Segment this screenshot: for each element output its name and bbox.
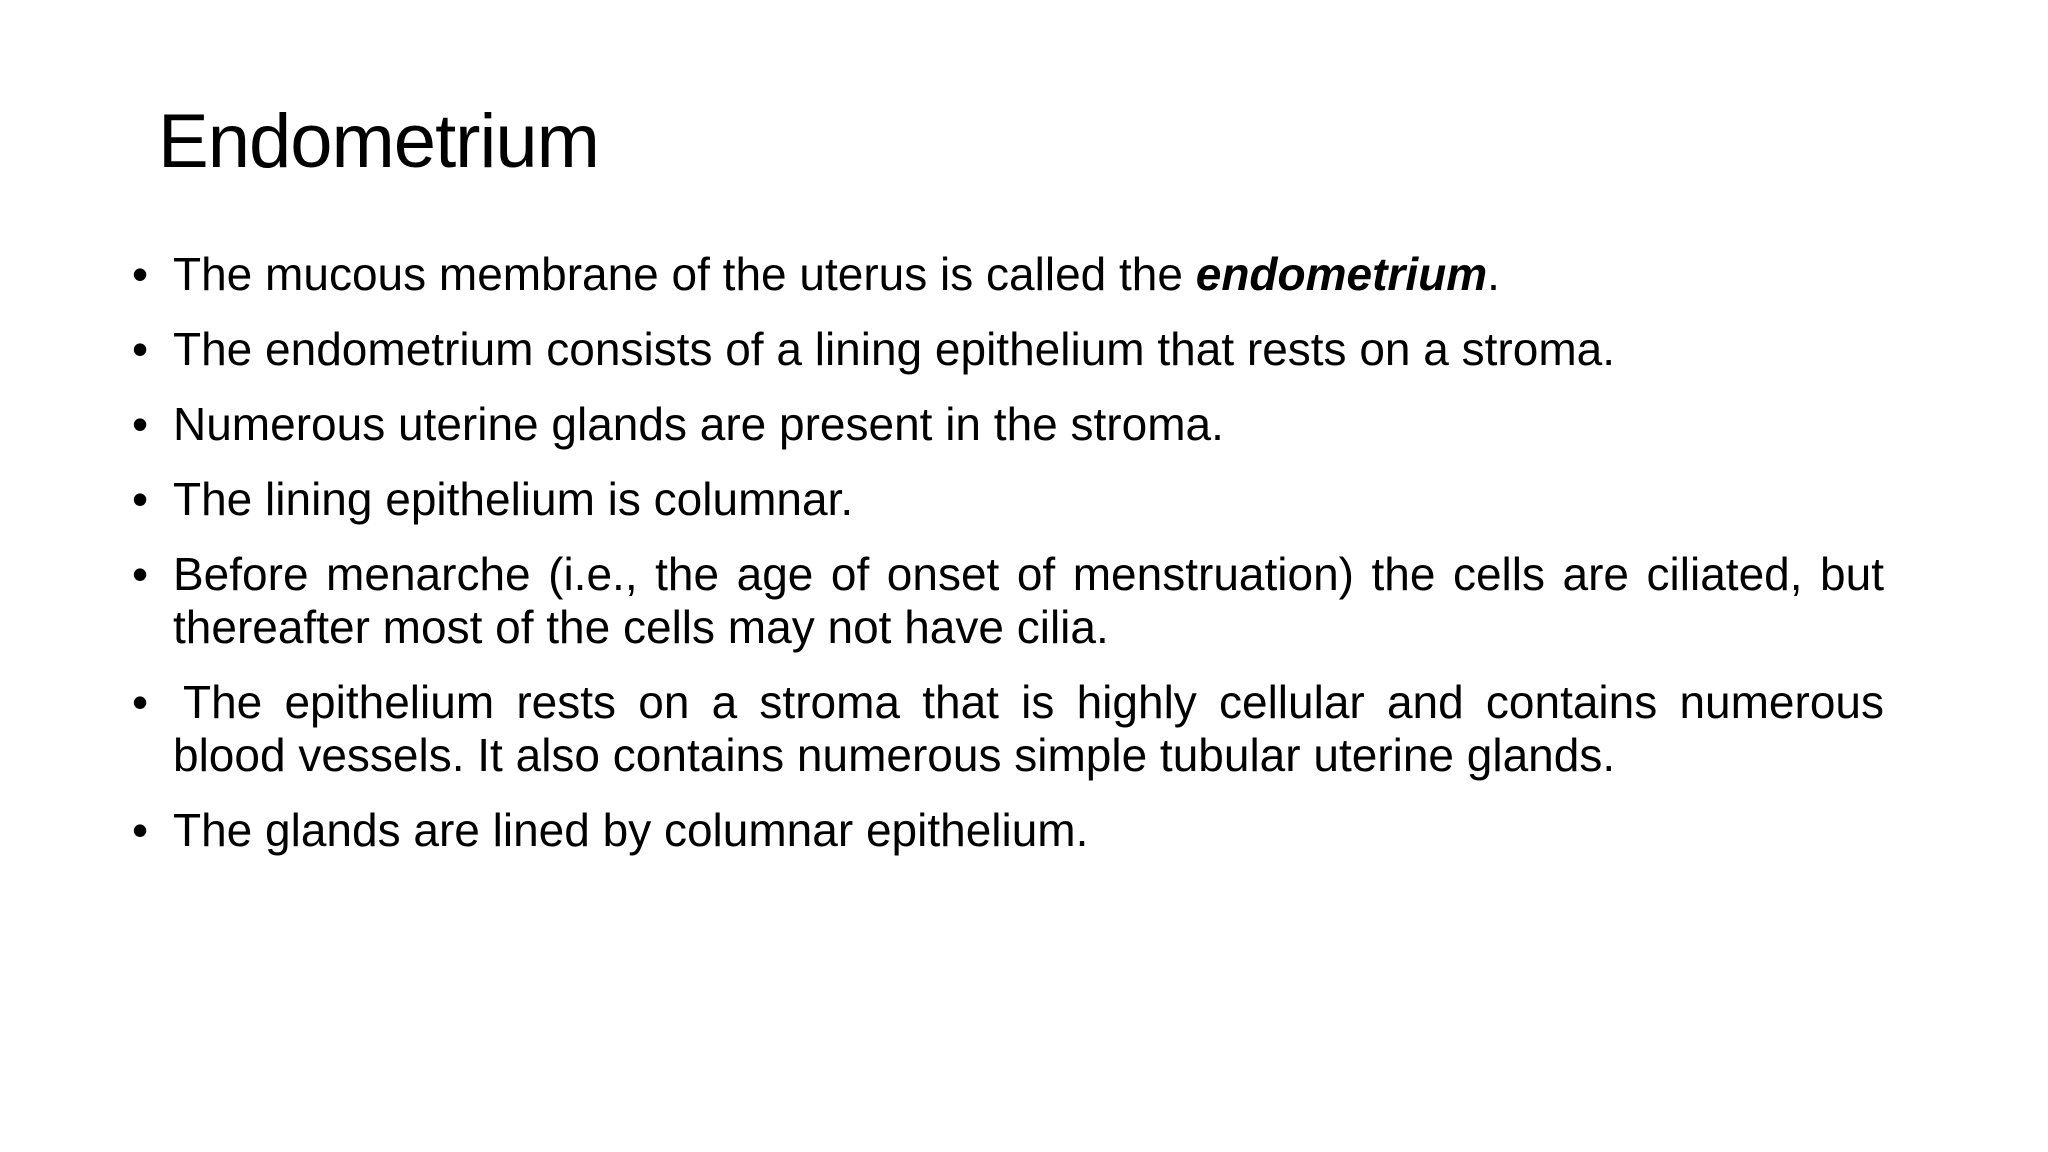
bullet-item-gland-lining	[132, 804, 1884, 857]
bullet-text: The mucous membrane of the uterus is called the	[173, 248, 1196, 300]
bullet-emphasis: endometrium	[1195, 248, 1488, 300]
bullet-text: Before menarche (i.e., the age of onset of menstruation) the cells are ciliated, but thereafter most of the cells may not have cilia.	[173, 548, 1884, 653]
bullet-text: Numerous uterine glands are present in the stroma.	[173, 398, 1224, 450]
bullet-item-stroma	[132, 676, 1884, 782]
bullet-text: The lining epithelium is columnar.	[173, 473, 854, 525]
bullet-item-glands	[132, 398, 1884, 451]
bullet-text: The epithelium rests on a stroma that is highly cellular and contains numerous blood vessels. It also contains numerous simple tubular uterine glands.	[173, 676, 1884, 781]
bullet-text: The endometrium consists of a lining epithelium that rests on a stroma.	[173, 323, 1616, 375]
bullet-text: The glands are lined by columnar epithelium.	[173, 804, 1089, 856]
bullet-text-end: .	[1487, 248, 1500, 300]
bullet-list	[132, 248, 1884, 879]
bullet-item-definition	[132, 248, 1884, 301]
bullet-item-composition	[132, 323, 1884, 376]
slide-title: Endometrium	[158, 99, 599, 184]
bullet-item-epithelium	[132, 473, 1884, 526]
bullet-item-menarche	[132, 548, 1884, 654]
